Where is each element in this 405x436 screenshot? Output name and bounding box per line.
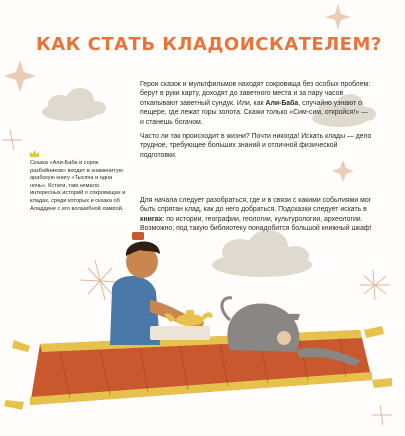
sparkle-star-icon bbox=[325, 4, 351, 30]
sparkle-star-icon bbox=[4, 60, 36, 92]
intro-text-end: , случайно узнают о пещере, где лежат горы золота. Скажи только «Сим-сим, откройся!» — и станешь богачом. bbox=[140, 99, 368, 126]
ali-baba-name: Али-Баба bbox=[265, 99, 299, 107]
advice-paragraph bbox=[140, 196, 372, 234]
page-title: КАК СТАТЬ КЛАДОИСКАТЕЛЕМ? bbox=[36, 34, 382, 55]
books-word: книгах bbox=[140, 215, 163, 223]
sparkle-star-icon bbox=[360, 270, 390, 300]
cloud-icon bbox=[212, 230, 312, 277]
cloud-icon bbox=[42, 88, 106, 121]
sidebar-note: Сказка «Али-Баба и сорок разбойников» входит в знаменитую арабскую книгу «Тысяча и одна ночь». Кстати, там немало интересных историй о сокровищах и кладах, среди которых и сказка об Аладдине с его волшебной лампой. bbox=[30, 160, 126, 212]
intro-text-start: Герои сказок и мультфильмов находят сокровища без особых проблем: берут в руки карту, доходят до заветного места и за пару часов откапывают заветный сундук. Или, как bbox=[140, 81, 371, 107]
flying-carpet bbox=[30, 330, 372, 405]
question-paragraph: Часто ли так происходит в жизни? Почти никогда! Искать клады — дело трудное, требующее больших знаний и отличной физической подготовки. bbox=[140, 133, 372, 159]
sparkle-star-icon bbox=[2, 130, 22, 150]
crown-icon bbox=[30, 150, 39, 157]
sparkle-star-icon bbox=[332, 160, 354, 182]
sparkle-star-icon bbox=[372, 405, 392, 425]
advice-text-end: : по истории, географии, геологии, культурологии, археологии. Возможно, под такую библиотеку понадобится большой книжный шкаф! bbox=[140, 215, 372, 233]
advice-text-start: Для начала следует разобраться, где и в связи с какими событиями мог быть спрятан клад, как до него добраться. Подсказки следует искать в bbox=[140, 197, 372, 214]
ali-baba-figure bbox=[110, 232, 210, 345]
intro-paragraph bbox=[140, 80, 372, 127]
